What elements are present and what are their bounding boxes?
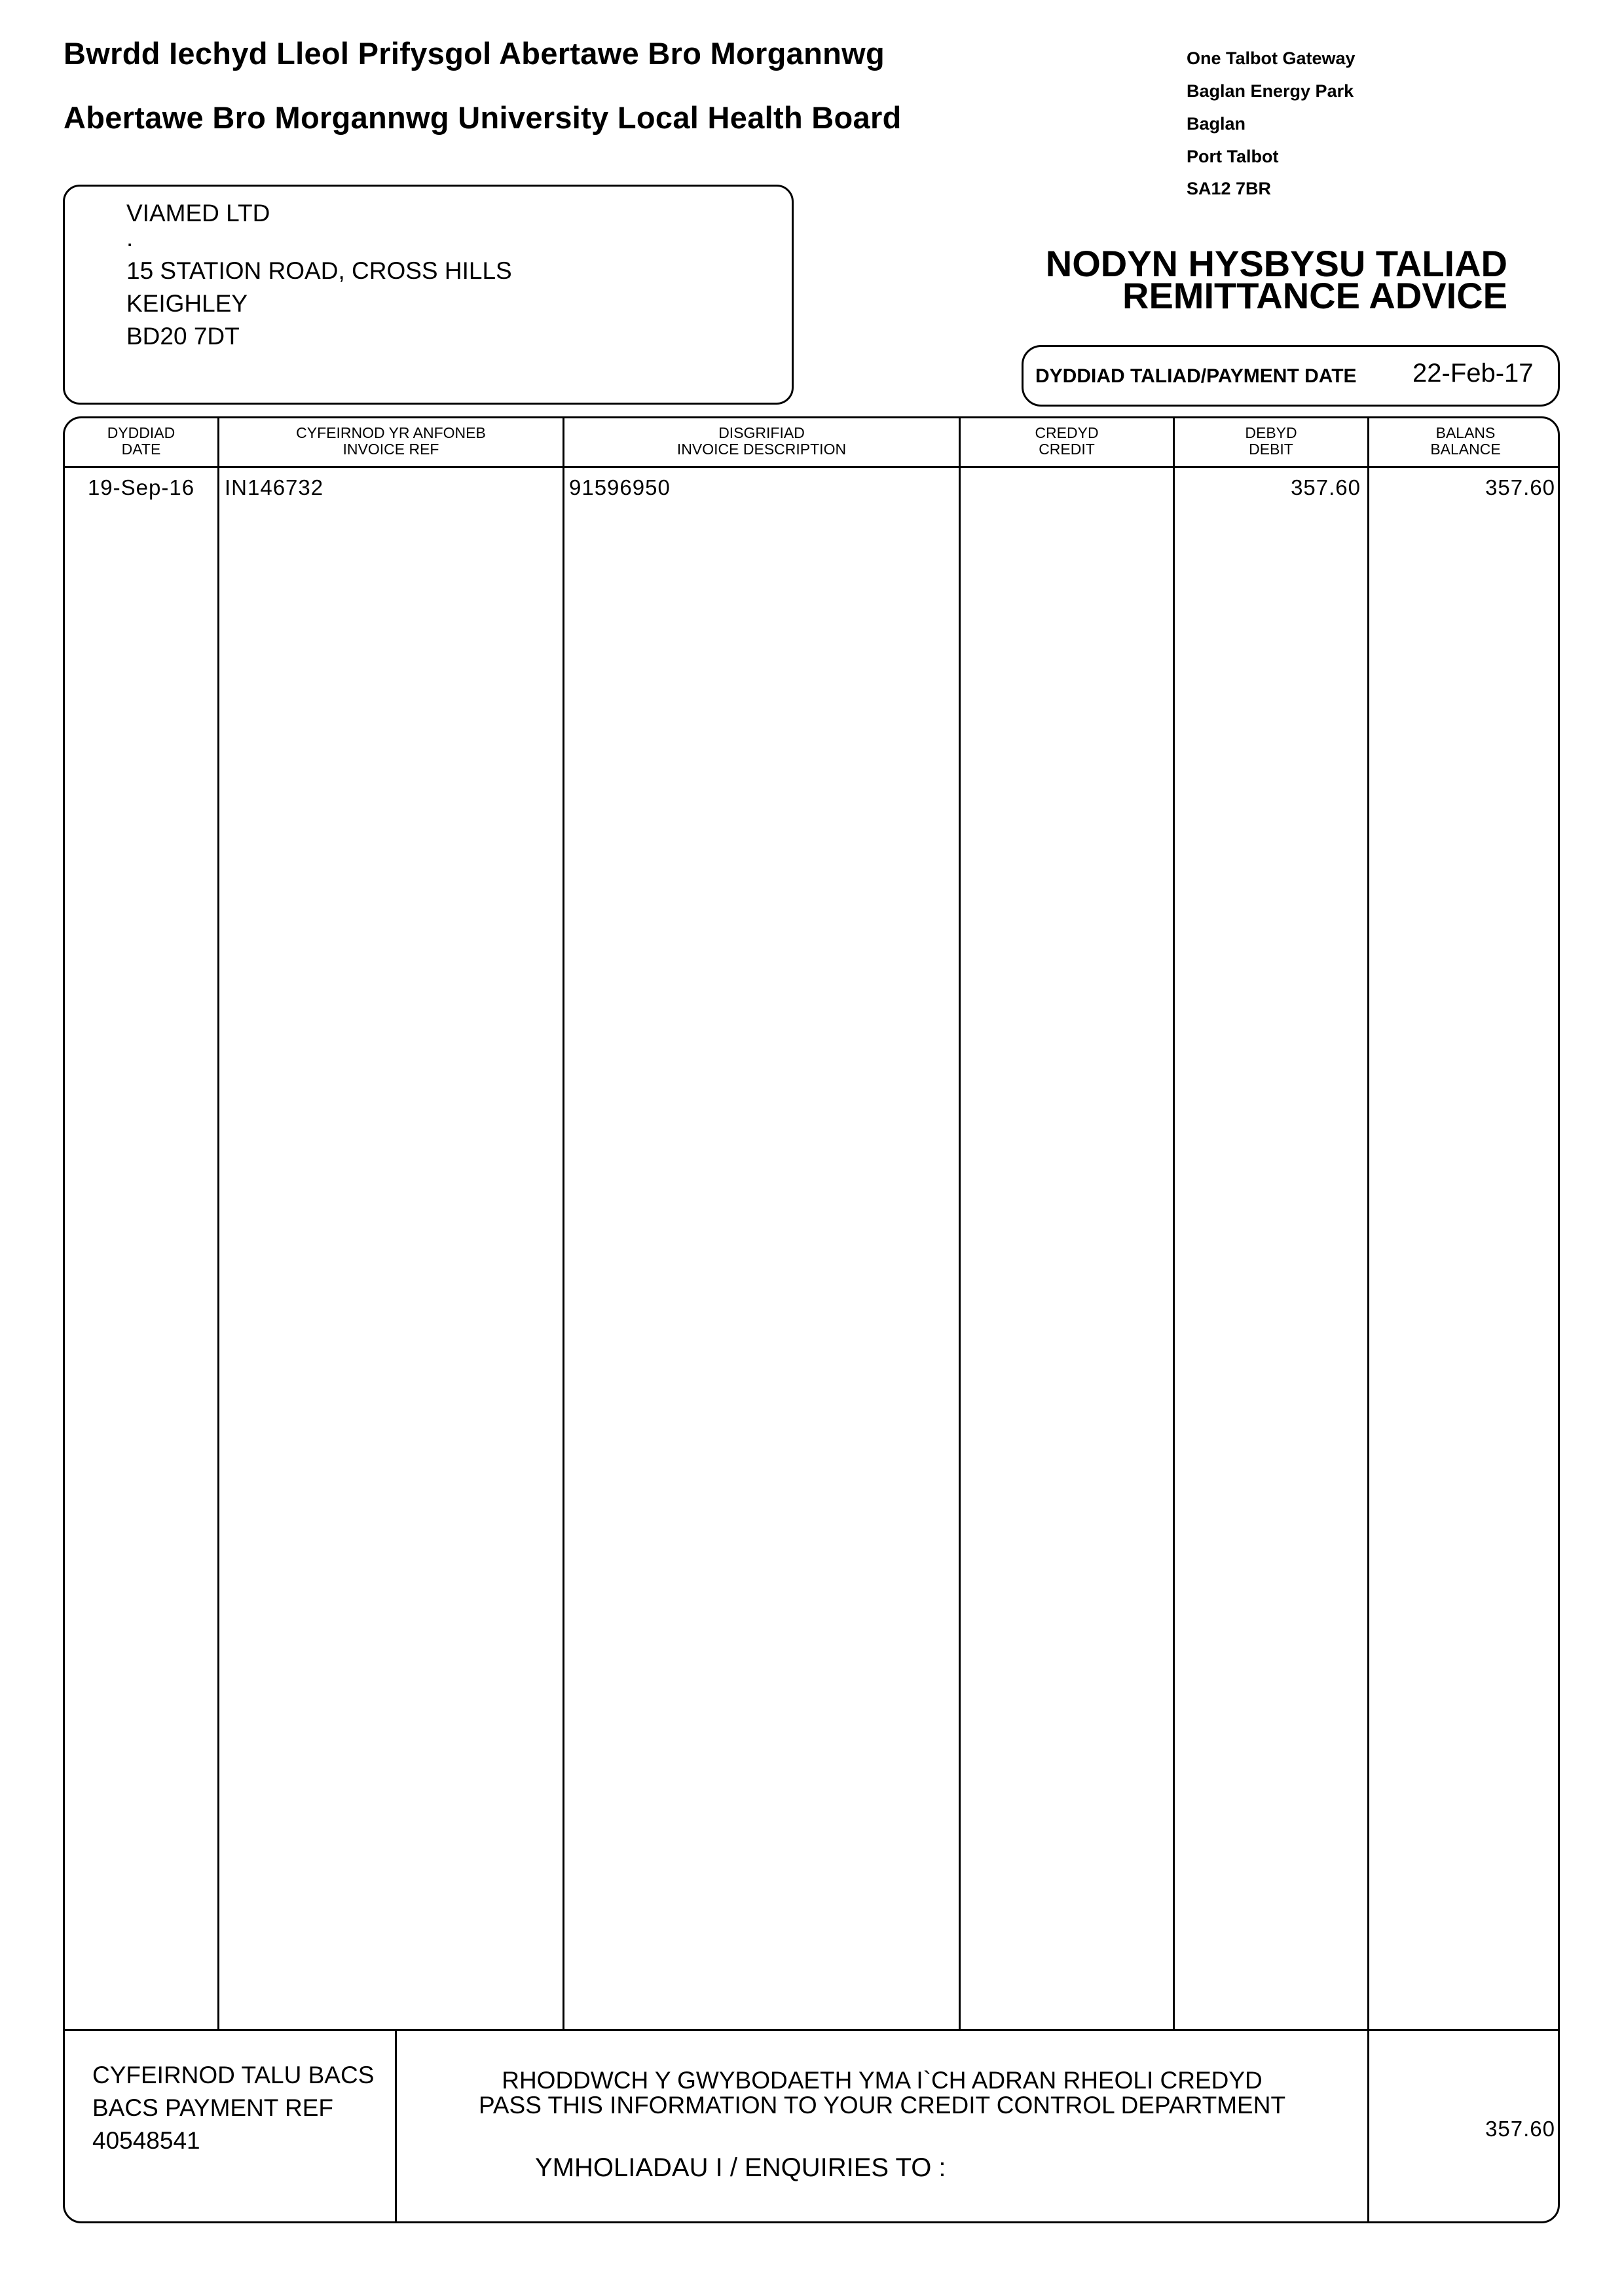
org-name-welsh: Bwrdd Iechyd Lleol Prifysgol Abertawe Bro Morgannwg — [64, 36, 885, 71]
address-line: One Talbot Gateway — [1187, 48, 1356, 68]
total-balance: 357.60 — [1485, 2117, 1555, 2141]
supplier-address-line: . — [126, 225, 134, 251]
supplier-address-box — [63, 185, 794, 405]
bacs-label-welsh: CYFEIRNOD TALU BACS — [92, 2062, 375, 2088]
org-name-english: Abertawe Bro Morgannwg University Local Health Board — [64, 100, 902, 135]
column-divider — [959, 418, 961, 2030]
column-divider — [1173, 418, 1175, 2030]
notice-welsh: RHODDWCH Y GWYBODAETH YMA I`CH ADRAN RHEOLI CREDYD — [502, 2067, 1263, 2094]
supplier-name: VIAMED LTD — [126, 200, 270, 227]
supplier-address-line: KEIGHLEY — [126, 290, 248, 317]
column-divider — [1367, 418, 1369, 2223]
row-balance: 357.60 — [1485, 475, 1555, 500]
column-header-balance: BALANS BALANCE — [1430, 424, 1501, 458]
remittance-table — [63, 416, 1560, 2223]
column-divider — [217, 418, 219, 2030]
row-description: 91596950 — [569, 475, 671, 500]
supplier-address-line: 15 STATION ROAD, CROSS HILLS — [126, 257, 512, 284]
bacs-payment-ref: 40548541 — [92, 2127, 200, 2154]
address-line: Baglan Energy Park — [1187, 81, 1354, 101]
row-invoice-ref: IN146732 — [225, 475, 324, 500]
column-header-credit: CREDYD CREDIT — [1035, 424, 1099, 458]
row-date: 19-Sep-16 — [87, 475, 195, 500]
column-header-debit: DEBYD DEBIT — [1245, 424, 1297, 458]
payment-date-value: 22-Feb-17 — [1412, 359, 1534, 388]
footer-column-divider — [395, 2029, 397, 2223]
column-header-date: DYDDIAD DATE — [107, 424, 175, 458]
column-header-description: DISGRIFIAD INVOICE DESCRIPTION — [676, 424, 847, 458]
notice-english: PASS THIS INFORMATION TO YOUR CREDIT CONTROL DEPARTMENT — [478, 2092, 1286, 2119]
address-line: SA12 7BR — [1187, 179, 1272, 198]
column-divider — [563, 418, 564, 2030]
bacs-label-english: BACS PAYMENT REF — [92, 2094, 334, 2121]
address-line: Port Talbot — [1187, 147, 1279, 166]
document-title-welsh: NODYN HYSBYSU TALIAD — [1045, 243, 1507, 284]
enquiries-label: YMHOLIADAU I / ENQUIRIES TO : — [535, 2153, 946, 2182]
footer-divider — [65, 2029, 1558, 2031]
header-divider — [65, 466, 1558, 468]
document-title-english: REMITTANCE ADVICE — [1122, 275, 1507, 316]
payment-date-label: DYDDIAD TALIAD/PAYMENT DATE — [1035, 365, 1357, 387]
address-line: Baglan — [1187, 114, 1246, 134]
row-debit: 357.60 — [1291, 475, 1361, 500]
column-header-invoice-ref: CYFEIRNOD YR ANFONEB INVOICE REF — [296, 424, 486, 458]
payment-date-box — [1022, 345, 1560, 407]
supplier-address-line: BD20 7DT — [126, 323, 240, 350]
